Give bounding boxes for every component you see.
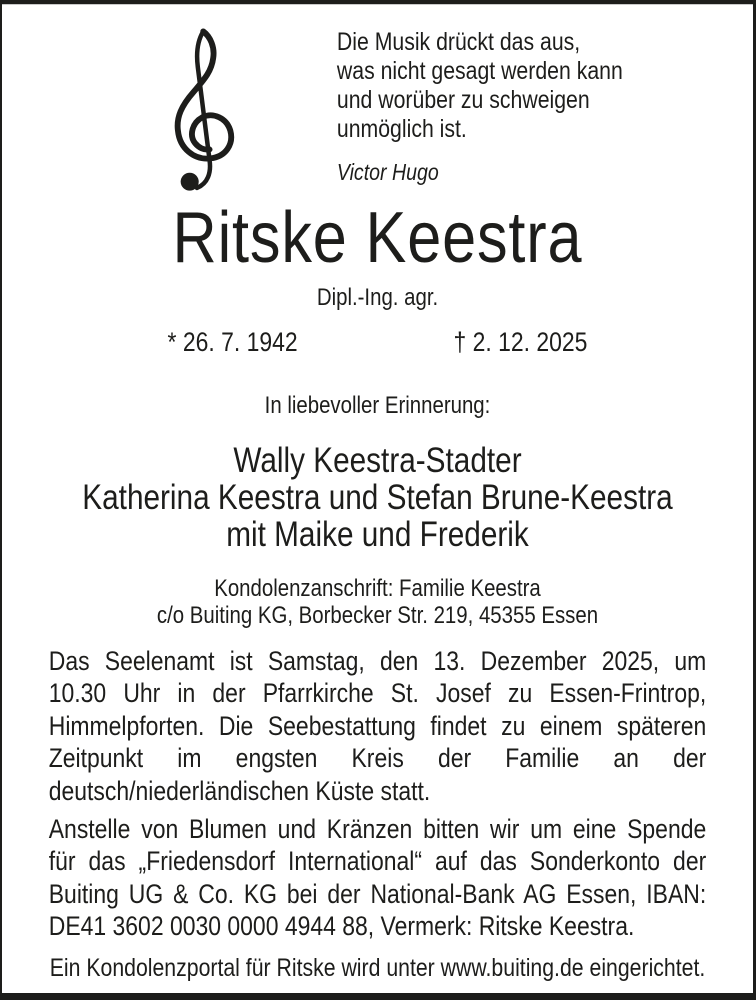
- service-paragraph-line: 10.30 Uhr in der Pfarrkirche St. Josef zu Essen-Frintrop,: [48, 678, 707, 709]
- quote-line: und worüber zu schweigen: [336, 86, 590, 114]
- quote-block: [337, 28, 623, 187]
- condolence-address-line: c/o Buiting KG, Borbecker Str. 219, 45355 Essen: [156, 602, 599, 629]
- notice-header: [2, 4, 753, 200]
- donation-paragraph-line: Anstelle von Blumen und Kränzen bitten wir um eine Spende: [48, 814, 707, 845]
- academic-title: Dipl.-Ing. agr.: [316, 284, 439, 311]
- memorial-intro: In liebevoller Erinnerung:: [264, 392, 491, 419]
- service-paragraph-line: Zeitpunkt im engsten Kreis der Familie an der: [48, 743, 707, 774]
- donation-paragraph-line: Buiting UG & Co. KG bei der National-Bank AG Essen, IBAN:: [48, 878, 707, 909]
- donation-paragraph-line: für das „Friedensdorf International“ auf das Sonderkonto der: [48, 846, 707, 877]
- service-paragraph-line: Das Seelenamt ist Samstag, den 13. Dezember 2025, um: [48, 646, 707, 676]
- mourner-name: Katherina Keestra und Stefan Brune-Keestra: [82, 478, 673, 517]
- birth-date: * 26. 7. 1942: [167, 327, 298, 357]
- service-paragraph: [49, 645, 706, 807]
- condolence-address: [2, 575, 753, 629]
- quote-line: unmöglich ist.: [336, 115, 467, 143]
- quote-attribution: Victor Hugo: [336, 159, 439, 185]
- life-dates: [168, 326, 588, 358]
- donation-paragraph: [49, 813, 706, 943]
- mourners-list: [2, 442, 753, 553]
- condolence-address-line: Kondolenzanschrift: Familie Keestra: [214, 575, 541, 602]
- deceased-name: Ritske Keestra: [172, 198, 583, 278]
- quote-line: was nicht gesagt werden kann: [336, 57, 623, 85]
- mourner-name: mit Maike und Frederik: [226, 515, 529, 554]
- donation-paragraph-line: DE41 3602 0030 0000 4944 88, Vermerk: Ritske Keestra.: [48, 911, 635, 942]
- service-paragraph-line: Himmelpforten. Die Seebestattung findet zu einem späteren: [48, 710, 707, 741]
- mourner-name: Wally Keestra-Stadter: [233, 441, 522, 480]
- service-paragraph-line: deutsch/niederländischen Küste statt.: [48, 775, 431, 806]
- quote-line: Die Musik drückt das aus,: [336, 28, 581, 56]
- death-date: † 2. 12. 2025: [453, 327, 588, 357]
- condolence-portal-note: Ein Kondolenzportal für Ritske wird unter www.buiting.de eingerichtet.: [49, 953, 706, 982]
- treble-clef-icon: [164, 26, 236, 201]
- notice-content: [2, 4, 753, 983]
